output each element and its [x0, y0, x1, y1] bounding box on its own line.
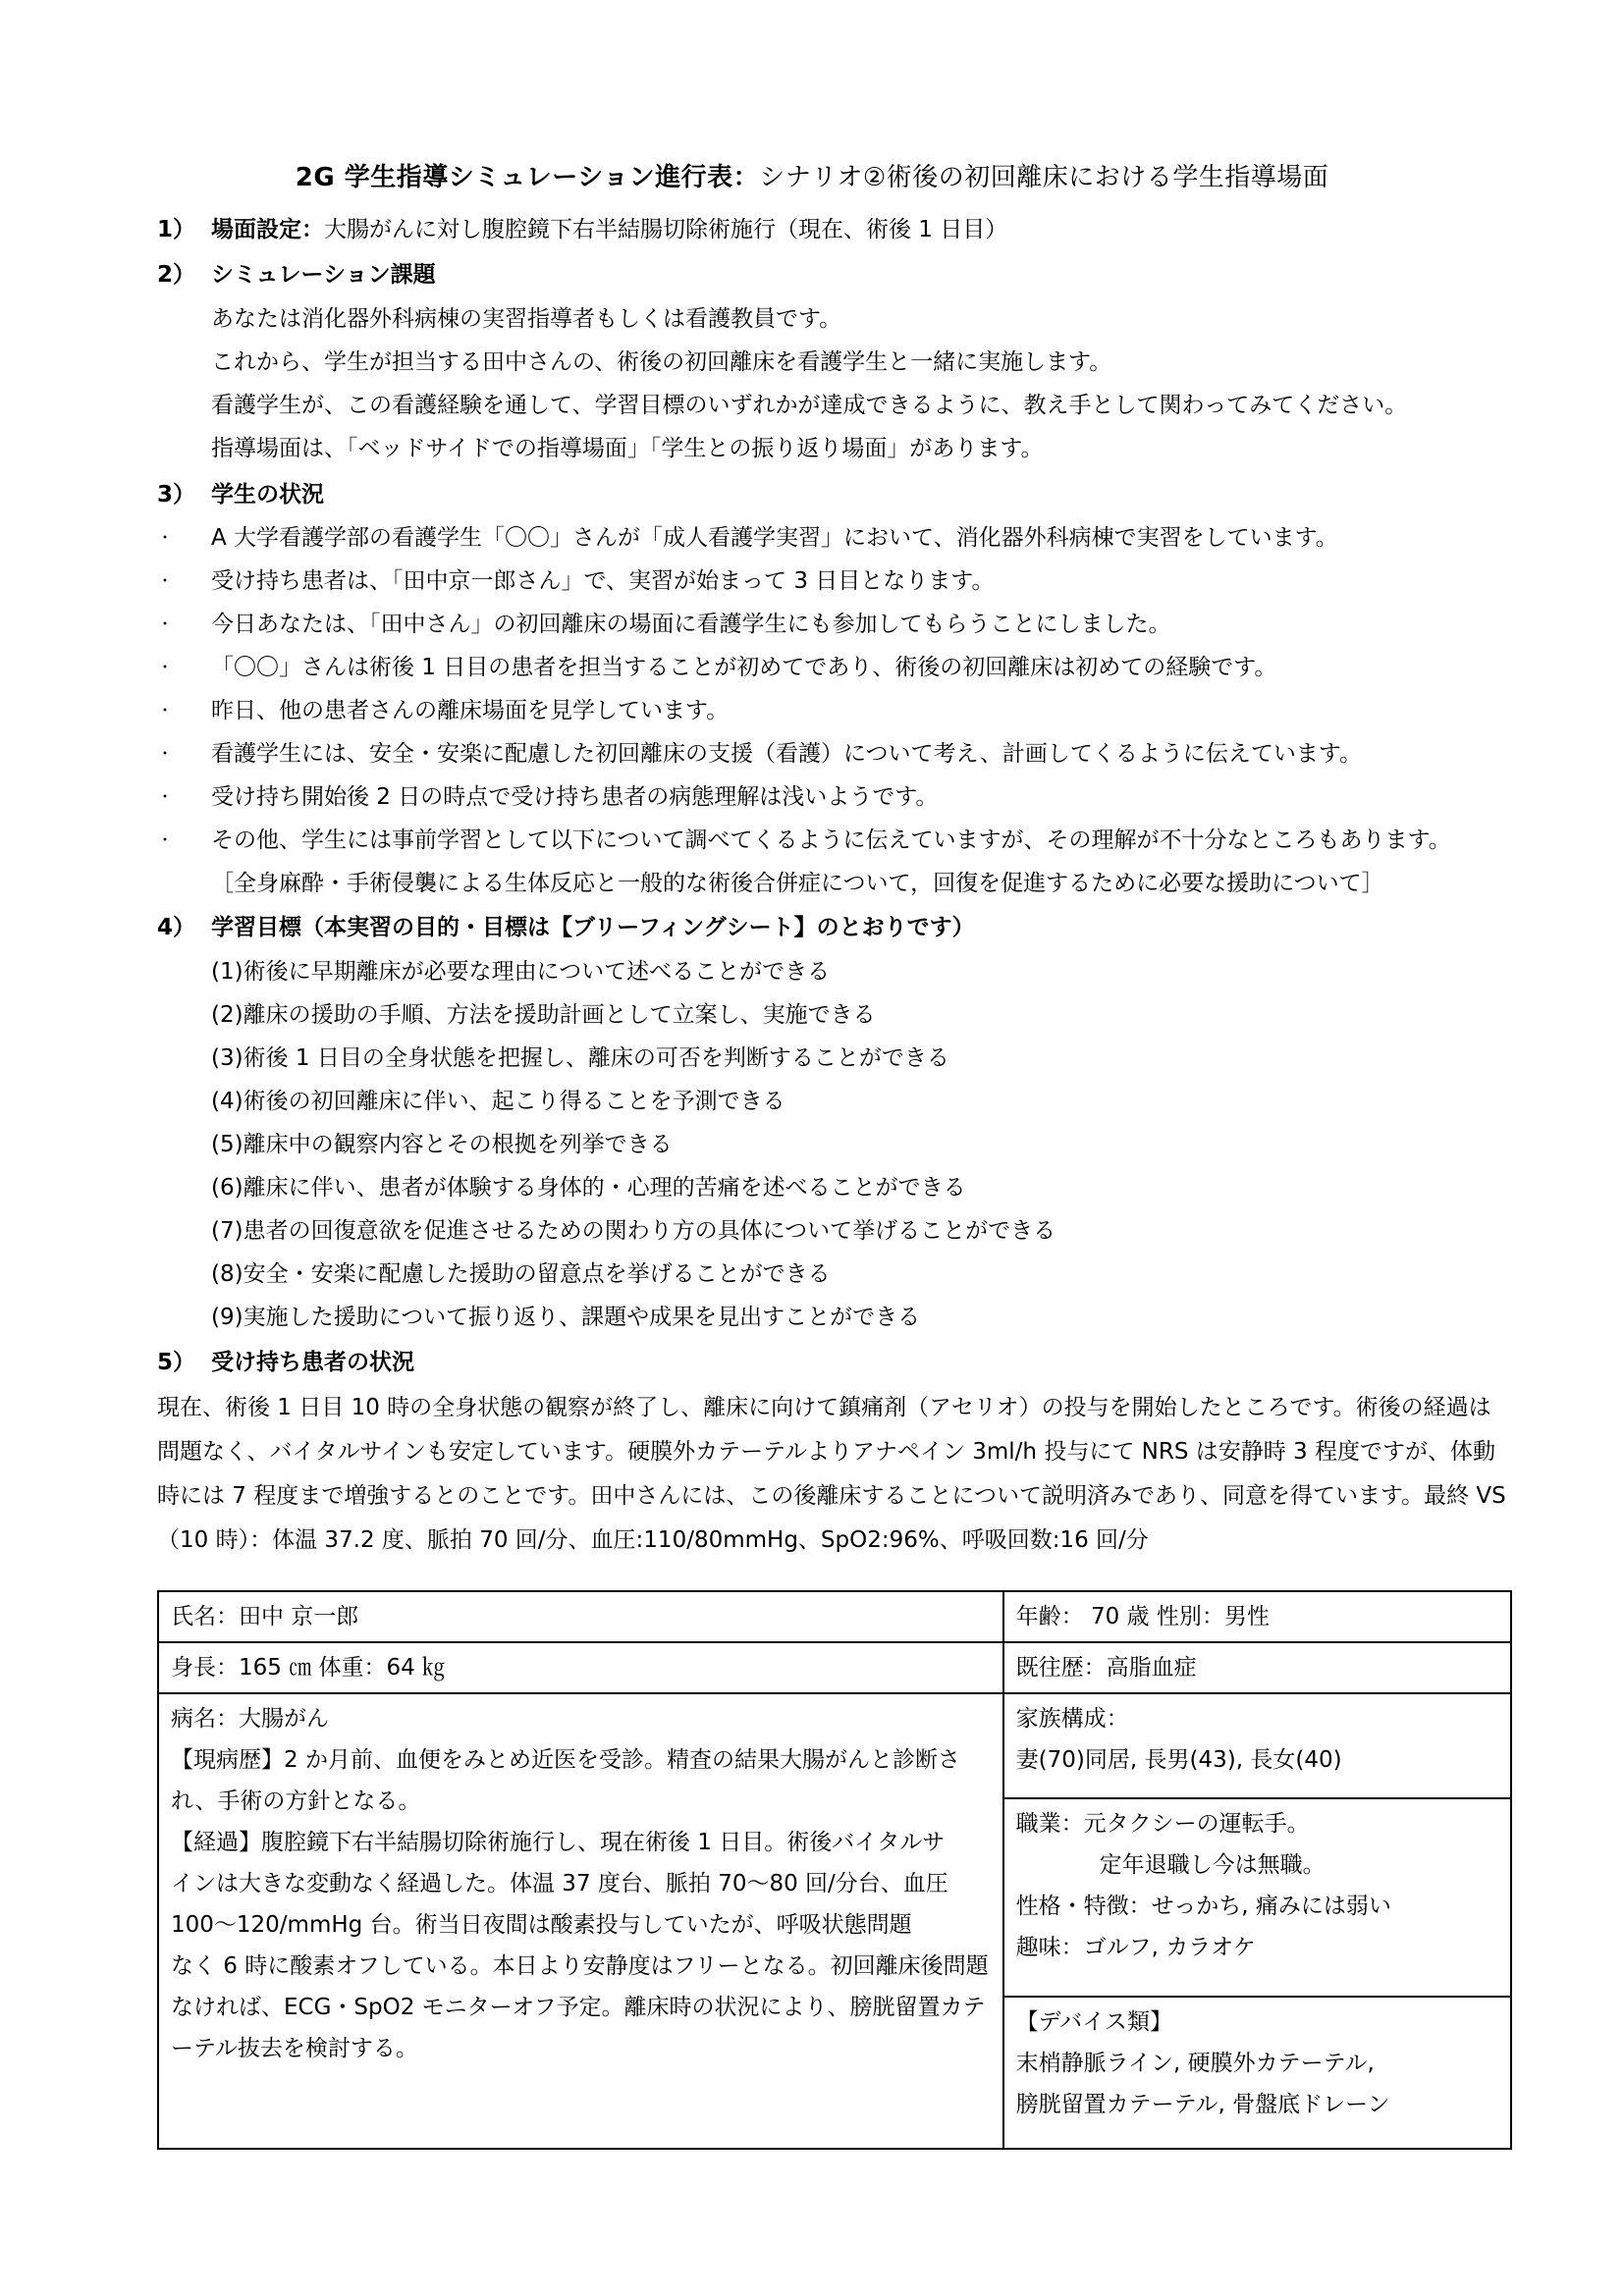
- task-line: 指導場面は、「ベッドサイドでの指導場面」「学生との振り返り場面」があります。: [211, 436, 1044, 461]
- title-rest: シナリオ②術後の初回離床における学生指導場面: [759, 163, 1329, 192]
- section-1: [157, 214, 1007, 245]
- page-title: [0, 157, 1624, 193]
- personality: 性格・特徴：せっかち, 痛みには弱い: [1015, 1893, 1391, 1919]
- device-list: 末梢静脈ライン, 硬膜外カテーテル,: [1015, 2051, 1375, 2077]
- student-status-item: ・ 「〇〇」さんは術後 1 日目の患者を担当することが初めてであり、術後の初回離床は初めての経験です。: [211, 652, 1276, 683]
- section-number: 2）: [157, 262, 196, 288]
- hobby: 趣味：ゴルフ, カラオケ: [1015, 1934, 1256, 1960]
- patient-past-history: 既往歴：高脂血症: [1003, 1642, 1511, 1693]
- section-heading: シミュレーション課題: [211, 262, 436, 288]
- title-bold: 2G 学生指導シミュレーション進行表：: [295, 163, 760, 192]
- disease-line: ーテル抜去を検討する。: [171, 2036, 418, 2061]
- patient-name: 氏名：田中 京一郎: [158, 1591, 1003, 1642]
- section-4: [157, 912, 975, 943]
- device-list: 膀胱留置カテーテル, 骨盤底ドレーン: [1015, 2092, 1390, 2118]
- student-status-item: ・ 受け持ち患者は、「田中京一郎さん」で、実習が始まって 3 日目となります。: [211, 565, 994, 597]
- section-5: [157, 1347, 414, 1378]
- task-line: あなたは消化器外科病棟の実習指導者もしくは看護教員です。: [211, 306, 842, 332]
- patient-height-weight: 身長：165 ㎝ 体重：64 ㎏: [158, 1642, 1003, 1693]
- disease-cell: [158, 1693, 1003, 2149]
- disease-line: なければ、ECG・SpO2 モニターオフ予定。離床時の状況により、膀胱留置カテ: [171, 1995, 986, 2020]
- learning-goal: (1)術後に早期離床が必要な理由について述べることができる: [211, 959, 831, 985]
- device-label: 【デバイス類】: [1015, 2009, 1173, 2036]
- patient-age-sex: 年齢： 70 歳 性別：男性: [1003, 1591, 1511, 1642]
- patient-info-table: [157, 1590, 1512, 2150]
- section-heading: 場面設定：: [211, 217, 324, 242]
- learning-goal: (3)術後 1 日目の全身状態を把握し、離床の可否を判断することができる: [211, 1045, 949, 1071]
- devices-cell: [1003, 1997, 1511, 2149]
- task-line: 看護学生が、この看護経験を通して、学習目標のいずれかが達成できるように、教え手として関わってみてください。: [211, 393, 1408, 418]
- section-number: 3）: [157, 482, 196, 507]
- disease-line: 病名：大腸がん: [171, 1706, 329, 1732]
- disease-line: 【現病歴】2 か月前、血便をみとめ近医を受診。精査の結果大腸がんと診断さ: [171, 1747, 960, 1773]
- task-line: これから、学生が担当する田中さんの、術後の初回離床を看護学生と一緒に実施します。: [211, 349, 1112, 375]
- disease-line: 【経過】腹腔鏡下右半結腸切除術施行し、現在術後 1 日目。術後バイタルサ: [171, 1830, 946, 1855]
- learning-goal: (5)離床中の観察内容とその根拠を列挙できる: [211, 1132, 673, 1157]
- section-3: [157, 479, 324, 510]
- learning-goal: (6)離床に伴い、患者が体験する身体的・心理的苦痛を述べることができる: [211, 1175, 966, 1201]
- job-label: 職業：元タクシーの運転手。: [1015, 1810, 1310, 1837]
- patient-status-paragraph: 現在、術後 1 日目 10 時の全身状態の観察が終了し、離床に向けて鎮痛剤（アセリオ）の投与を開始したところです。術後の経過は問題なく、バイタルサインも安定しています。硬膜外カテーテルよりアナペイン 3ml/h 投与にて NRS は安静時 3 程度ですが、体動時には 7 程度まで増強するとのことです。田中さんには、この後離床することについて説明済みであり、同意を得ています。最終 VS（10 時）：体温 37.2 度、脈拍 70 回/分、血圧:110/80mmHg、SpO2:96%、呼吸回数:16 回/分: [157, 1395, 1506, 1553]
- student-status-item: ・ その他、学生には事前学習として以下について調べてくるように伝えていますが、その理解が不十分なところもあります。: [211, 825, 1451, 856]
- learning-goal: (4)術後の初回離床に伴い、起こり得ることを予測できる: [211, 1089, 785, 1114]
- family-cell: [1003, 1693, 1511, 1798]
- student-status-item: ・ 看護学生には、安全・安楽に配慮した初回離床の支援（看護）について考え、計画してくるように伝えています。: [211, 738, 1362, 770]
- learning-goal: (8)安全・安楽に配慮した援助の留意点を挙げることができる: [211, 1261, 831, 1287]
- family-label: 家族構成：: [1015, 1706, 1129, 1732]
- profile-cell: [1003, 1798, 1511, 1997]
- disease-line: 100～120/mmHg 台。術当日夜間は酸素投与していたが、呼吸状態問題: [171, 1912, 912, 1938]
- learning-goal: (9)実施した援助について振り返り、課題や成果を見出すことができる: [211, 1305, 921, 1330]
- section-2: [157, 259, 436, 291]
- disease-line: インは大きな変動なく経過した。体温 37 度台、脈拍 70～80 回/分台、血圧: [171, 1871, 948, 1896]
- student-status-item: ・ A 大学看護学部の看護学生「〇〇」さんが「成人看護学実習」において、消化器外科病棟で実習をしています。: [211, 522, 1338, 554]
- section-number: 5）: [157, 1350, 196, 1375]
- section-number: 1）: [157, 217, 196, 242]
- student-status-item: ・ 今日あなたは、「田中さん」の初回離床の場面に看護学生にも参加してもらうことにしました。: [211, 609, 1171, 640]
- section-number: 4）: [157, 915, 196, 940]
- job-note: 定年退職し今は無職。: [1099, 1851, 1326, 1878]
- disease-line: れ、手術の方針となる。: [171, 1789, 421, 1814]
- prep-topics: ［全身麻酔・手術侵襲による生体反応と一般的な術後合併症について，回復を促進するために必要な援助について］: [211, 871, 1384, 896]
- section-heading: 学生の状況: [211, 482, 324, 507]
- disease-line: なく 6 時に酸素オフしている。本日より安静度はフリーとなる。初回離床後問題: [171, 1953, 989, 1979]
- student-status-item: ・ 昨日、他の患者さんの離床場面を見学しています。: [211, 695, 729, 726]
- learning-goal: (2)離床の援助の手順、方法を援助計画として立案し、実施できる: [211, 1002, 876, 1028]
- section-heading: 受け持ち患者の状況: [211, 1350, 414, 1375]
- section-heading: 学習目標（本実習の目的・目標は【ブリーフィングシート】のとおりです）: [211, 915, 975, 940]
- family-members: 妻(70)同居, 長男(43), 長女(40): [1015, 1747, 1342, 1773]
- section-text: 大腸がんに対し腹腔鏡下右半結腸切除術施行（現在、術後 1 日目）: [324, 217, 1008, 242]
- learning-goal: (7)患者の回復意欲を促進させるための関わり方の具体について挙げることができる: [211, 1218, 1056, 1244]
- student-status-item: ・ 受け持ち開始後 2 日の時点で受け持ち患者の病態理解は浅いようです。: [211, 781, 938, 813]
